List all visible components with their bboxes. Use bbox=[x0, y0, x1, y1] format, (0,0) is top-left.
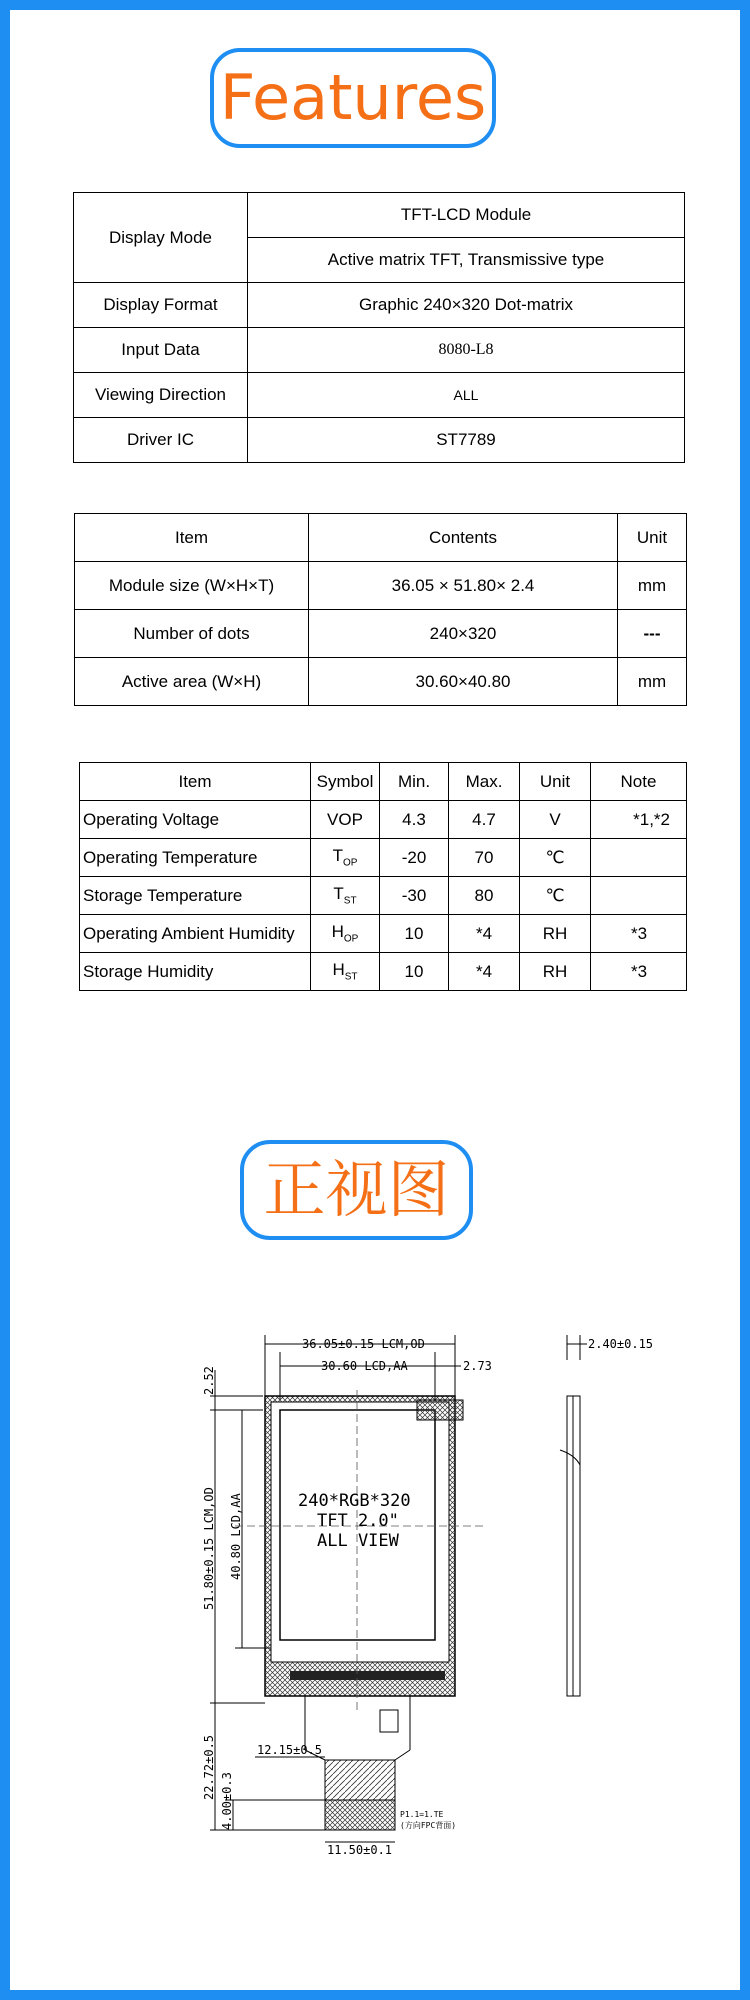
table-header-cell: Note bbox=[591, 763, 687, 801]
dim-lcd-aa-height: 40.80 LCD,AA bbox=[229, 1493, 243, 1580]
table-row bbox=[80, 839, 687, 877]
bonding-strip bbox=[290, 1671, 445, 1680]
table-cell-label: Input Data bbox=[74, 328, 248, 373]
table-cell: Active area (W×H) bbox=[75, 658, 309, 706]
screen-label-size: TFT 2.0" bbox=[317, 1511, 399, 1531]
table-row bbox=[80, 877, 687, 915]
table-header-cell: Unit bbox=[618, 514, 687, 562]
fpc-hatched bbox=[325, 1760, 395, 1800]
table-cell-unit: V bbox=[520, 801, 591, 839]
table-cell-label: Viewing Direction bbox=[74, 373, 248, 418]
front-view-heading: 正视图 bbox=[240, 1140, 473, 1240]
table-cell-item: Operating Ambient Humidity bbox=[80, 915, 311, 953]
fpc-note-2: (方向FPC背面) bbox=[400, 1821, 457, 1830]
table-row bbox=[75, 610, 687, 658]
table-cell-unit: ℃ bbox=[520, 839, 591, 877]
table-cell-max: *4 bbox=[449, 915, 520, 953]
table-cell-note: *3 bbox=[591, 953, 687, 991]
table-cell: 36.05 × 51.80× 2.4 bbox=[309, 562, 618, 610]
dim-fpc-length: 22.72±0.5 bbox=[202, 1734, 216, 1800]
symbol-subscript: ST bbox=[344, 971, 358, 983]
fpc-note-1: P1.1=1.TE bbox=[400, 1810, 444, 1819]
table-cell-symbol bbox=[311, 915, 380, 953]
dim-fpc-tail: 4.00±0.3 bbox=[220, 1772, 234, 1830]
table-cell-min: 10 bbox=[380, 953, 449, 991]
mechanical-drawing bbox=[195, 1330, 675, 1870]
absolute-ratings-table bbox=[79, 762, 687, 991]
table-cell-item: Operating Temperature bbox=[80, 839, 311, 877]
table-cell-note: *1,*2 bbox=[591, 801, 687, 839]
table-cell-symbol: VOP bbox=[311, 801, 380, 839]
table-cell: 240×320 bbox=[309, 610, 618, 658]
dim-lcm-od-width: 36.05±0.15 LCM,OD bbox=[302, 1337, 425, 1351]
table-cell-symbol bbox=[311, 839, 380, 877]
table-cell-max: 80 bbox=[449, 877, 520, 915]
table-cell-value: TFT-LCD Module bbox=[248, 193, 685, 238]
table-cell: mm bbox=[618, 658, 687, 706]
module-dimensions-table bbox=[74, 513, 687, 706]
table-cell-label: Display Mode bbox=[74, 193, 248, 283]
table-cell-unit: ℃ bbox=[520, 877, 591, 915]
screen-label-resolution: 240*RGB*320 bbox=[298, 1491, 411, 1511]
table-header-row bbox=[75, 514, 687, 562]
table-cell-unit: RH bbox=[520, 953, 591, 991]
table-cell-item: Operating Voltage bbox=[80, 801, 311, 839]
table-row bbox=[74, 193, 685, 238]
table-cell-min: 10 bbox=[380, 915, 449, 953]
table-row bbox=[74, 373, 685, 418]
table-cell-min: -30 bbox=[380, 877, 449, 915]
table-header-cell: Item bbox=[80, 763, 311, 801]
table-row bbox=[74, 328, 685, 373]
table-cell-symbol bbox=[311, 953, 380, 991]
table-cell-note bbox=[591, 877, 687, 915]
table-cell-item: Storage Temperature bbox=[80, 877, 311, 915]
side-view bbox=[560, 1335, 587, 1696]
symbol-main: H bbox=[331, 922, 344, 942]
table-header-cell: Contents bbox=[309, 514, 618, 562]
table-header-cell: Unit bbox=[520, 763, 591, 801]
symbol-subscript: OP bbox=[342, 857, 358, 869]
table-cell: 30.60×40.80 bbox=[309, 658, 618, 706]
table-header-cell: Item bbox=[75, 514, 309, 562]
table-row bbox=[75, 658, 687, 706]
dim-fpc-offset: 12.15±0.5 bbox=[257, 1743, 323, 1757]
fpc-contacts bbox=[325, 1800, 395, 1830]
display-spec-table bbox=[73, 192, 685, 463]
table-cell-max: *4 bbox=[449, 953, 520, 991]
table-cell-min: 4.3 bbox=[380, 801, 449, 839]
table-row bbox=[75, 562, 687, 610]
table-row bbox=[74, 418, 685, 463]
table-row bbox=[80, 953, 687, 991]
table-cell-symbol bbox=[311, 877, 380, 915]
dim-side-offset: 2.73 bbox=[463, 1359, 492, 1373]
table-cell-item: Storage Humidity bbox=[80, 953, 311, 991]
table-header-row bbox=[80, 763, 687, 801]
table-cell: --- bbox=[618, 610, 687, 658]
table-header-cell: Symbol bbox=[311, 763, 380, 801]
table-cell-value: ST7789 bbox=[248, 418, 685, 463]
table-cell-label: Display Format bbox=[74, 283, 248, 328]
dim-thickness: 2.40±0.15 bbox=[588, 1337, 654, 1351]
symbol-subscript: OP bbox=[343, 933, 359, 945]
table-cell-unit: RH bbox=[520, 915, 591, 953]
symbol-main: H bbox=[332, 960, 345, 980]
dim-top-offset: 2.52 bbox=[202, 1366, 216, 1395]
table-cell-max: 70 bbox=[449, 839, 520, 877]
dim-fpc-width: 11.50±0.1 bbox=[327, 1843, 393, 1857]
table-cell-value: 8080-L8 bbox=[248, 328, 685, 373]
table-cell-label: Driver IC bbox=[74, 418, 248, 463]
table-row bbox=[74, 283, 685, 328]
table-cell: Module size (W×H×T) bbox=[75, 562, 309, 610]
table-header-cell: Min. bbox=[380, 763, 449, 801]
symbol-main: T bbox=[333, 884, 344, 904]
table-cell: Number of dots bbox=[75, 610, 309, 658]
table-cell-value: ALL bbox=[248, 373, 685, 418]
table-header-cell: Max. bbox=[449, 763, 520, 801]
table-cell: mm bbox=[618, 562, 687, 610]
table-cell-value: Graphic 240×320 Dot-matrix bbox=[248, 283, 685, 328]
table-cell-value: Active matrix TFT, Transmissive type bbox=[248, 238, 685, 283]
ic-pad bbox=[417, 1400, 463, 1420]
table-cell-min: -20 bbox=[380, 839, 449, 877]
table-row bbox=[80, 915, 687, 953]
symbol-subscript: ST bbox=[343, 895, 357, 907]
table-cell-note: *3 bbox=[591, 915, 687, 953]
table-cell-max: 4.7 bbox=[449, 801, 520, 839]
dim-lcm-od-height: 51.80±0.15 LCM,OD bbox=[202, 1487, 216, 1610]
symbol-main: T bbox=[332, 846, 343, 866]
table-cell-note bbox=[591, 839, 687, 877]
table-row bbox=[80, 801, 687, 839]
screen-label-view: ALL VIEW bbox=[317, 1531, 399, 1551]
features-heading: Features bbox=[210, 48, 496, 148]
dim-lcd-aa-width: 30.60 LCD,AA bbox=[321, 1359, 408, 1373]
